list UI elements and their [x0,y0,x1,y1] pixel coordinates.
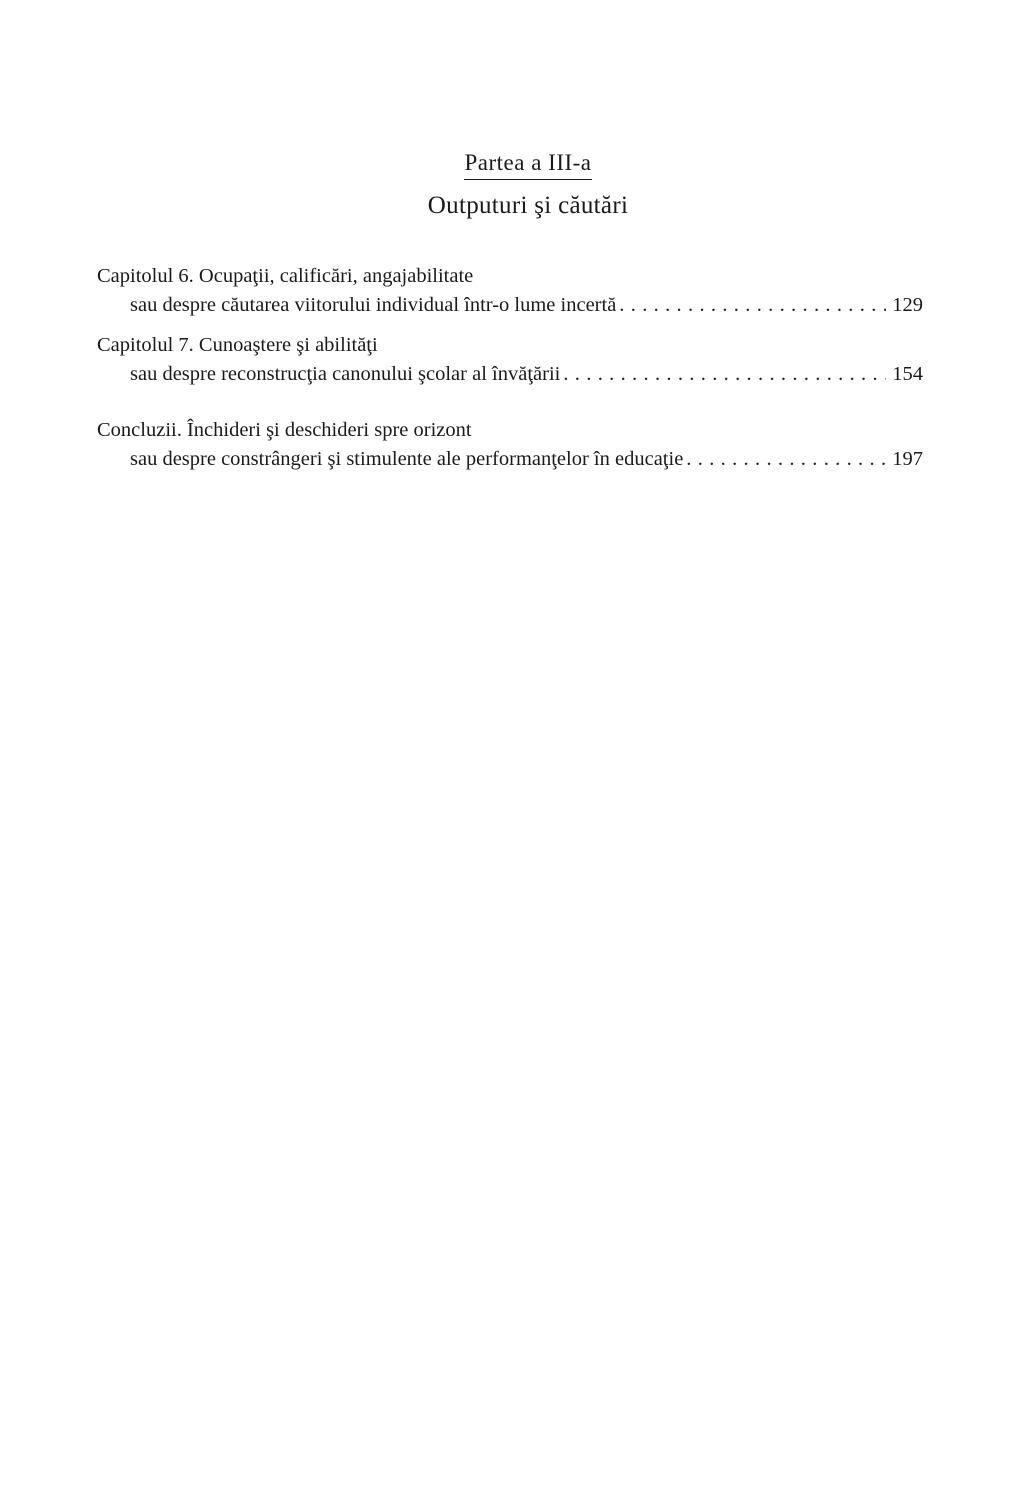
toc-entry-chapter-6[interactable] [97,262,923,319]
dot-leader [560,360,886,388]
toc-entry-title: Capitolul 6. Ocupaţii, calificări, angajabilitate [97,265,474,287]
toc-entry-title: Capitolul 7. Cunoaştere şi abilităţi [97,334,378,356]
toc-entry-line [97,360,923,388]
part-label: Partea a III-a [464,150,591,180]
table-of-contents [97,262,923,485]
dot-leader [616,291,886,319]
part-header [0,150,1024,220]
toc-entry-title: Concluzii. Închideri şi deschideri spre orizont [97,419,472,441]
toc-entry-line [97,291,923,319]
toc-page-number: 129 [892,294,923,316]
toc-entry-chapter-7[interactable] [97,331,923,388]
toc-page-number: 197 [892,448,923,470]
toc-entry-conclusions[interactable] [97,416,923,473]
toc-entry-subtitle: sau despre reconstrucţia canonului şcolar al învăţării [130,363,561,385]
dot-leader [683,445,886,473]
toc-entry-line [97,445,923,473]
toc-entry-subtitle: sau despre constrângeri şi stimulente ale performanţelor în educaţie [130,448,684,470]
toc-page-number: 154 [892,363,923,385]
part-title: Outputuri şi căutări [427,192,629,219]
toc-entry-subtitle: sau despre căutarea viitorului individual într-o lume incertă [130,294,617,316]
